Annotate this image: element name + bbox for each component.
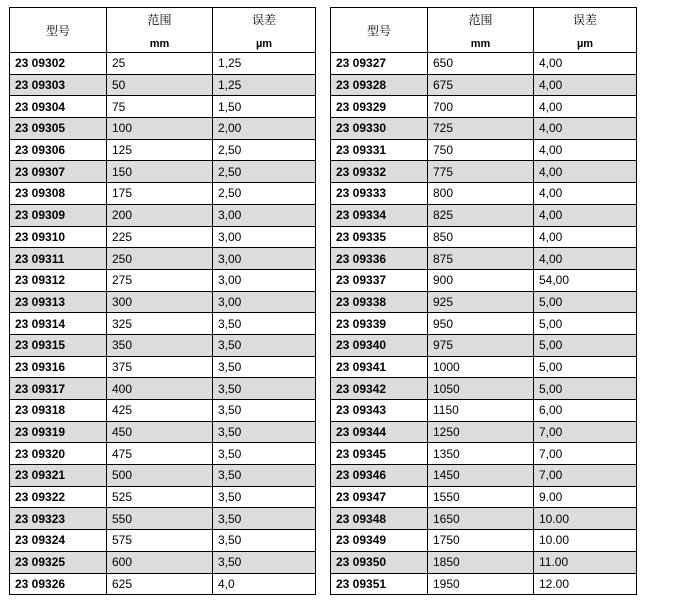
model-cell: 23 09313 [10,291,107,313]
range-cell: 475 [107,443,213,465]
range-cell: 350 [107,334,213,356]
model-cell: 23 09325 [10,551,107,573]
range-cell: 375 [107,356,213,378]
tolerance-cell: 3,50 [213,334,316,356]
range-cell: 850 [428,226,534,248]
model-cell: 23 09328 [331,74,428,96]
table-header-row [331,8,637,53]
header-range-label: 范围 [147,13,172,27]
header-model: 型号 [331,8,428,53]
table-row [331,269,637,291]
model-cell: 23 09319 [10,421,107,443]
model-cell: 23 09314 [10,313,107,335]
range-cell: 400 [107,378,213,400]
table-row [10,96,316,118]
model-cell: 23 09321 [10,465,107,487]
table-row [331,530,637,552]
table-row [331,443,637,465]
tolerance-cell: 7,00 [534,421,637,443]
model-cell: 23 09346 [331,465,428,487]
range-cell: 775 [428,161,534,183]
range-cell: 600 [107,551,213,573]
tolerance-cell: 7,00 [534,465,637,487]
model-cell: 23 09339 [331,313,428,335]
model-cell: 23 09307 [10,161,107,183]
table-row [331,118,637,140]
table-row [331,486,637,508]
header-range-unit: mm [470,38,491,50]
table-row [331,161,637,183]
model-cell: 23 09308 [10,183,107,205]
range-cell: 725 [428,118,534,140]
range-cell: 1650 [428,508,534,530]
range-cell: 125 [107,139,213,161]
tolerance-cell: 54,00 [534,269,637,291]
model-cell: 23 09347 [331,486,428,508]
range-cell: 200 [107,204,213,226]
range-cell: 675 [428,74,534,96]
table-row [331,356,637,378]
range-cell: 575 [107,530,213,552]
tolerance-cell: 1,50 [213,96,316,118]
header-tolerance-unit: µm [255,38,273,50]
range-cell: 750 [428,139,534,161]
tolerance-cell: 3,50 [213,486,316,508]
table-row [10,400,316,422]
tolerance-cell: 3,00 [213,291,316,313]
tolerance-cell: 4,00 [534,139,637,161]
tolerance-cell: 3,00 [213,248,316,270]
model-cell: 23 09327 [331,53,428,75]
table-body-left [10,53,316,595]
range-cell: 950 [428,313,534,335]
range-cell: 525 [107,486,213,508]
range-cell: 875 [428,248,534,270]
model-cell: 23 09320 [10,443,107,465]
model-cell: 23 09336 [331,248,428,270]
tolerance-cell: 3,50 [213,443,316,465]
tolerance-cell: 4,00 [534,74,637,96]
tolerance-cell: 9.00 [534,486,637,508]
table-row [10,356,316,378]
table-row [331,204,637,226]
tolerance-cell: 3,50 [213,356,316,378]
table-row [331,183,637,205]
spec-table-left [9,7,316,595]
table-row [10,573,316,595]
tolerance-cell: 4,00 [534,248,637,270]
header-tolerance-label: 误差 [251,13,276,27]
model-cell: 23 09318 [10,400,107,422]
table-row [331,573,637,595]
header-tolerance-label: 误差 [572,13,597,27]
table-row [331,53,637,75]
model-cell: 23 09335 [331,226,428,248]
table-row [10,508,316,530]
model-cell: 23 09329 [331,96,428,118]
table-row [10,118,316,140]
range-cell: 825 [428,204,534,226]
tolerance-cell: 3,50 [213,465,316,487]
tolerance-cell: 1,25 [213,53,316,75]
model-cell: 23 09324 [10,530,107,552]
spec-table-right [330,7,637,595]
tolerance-cell: 2,50 [213,161,316,183]
range-cell: 1050 [428,378,534,400]
range-cell: 25 [107,53,213,75]
range-cell: 1000 [428,356,534,378]
range-cell: 275 [107,269,213,291]
table-row [10,551,316,573]
range-cell: 50 [107,74,213,96]
table-row [331,226,637,248]
table-row [10,53,316,75]
range-cell: 625 [107,573,213,595]
range-cell: 500 [107,465,213,487]
range-cell: 1450 [428,465,534,487]
tolerance-cell: 10.00 [534,508,637,530]
tolerance-cell: 3,00 [213,226,316,248]
model-cell: 23 09309 [10,204,107,226]
tolerance-cell: 12.00 [534,573,637,595]
range-cell: 300 [107,291,213,313]
tolerance-cell: 11.00 [534,551,637,573]
model-cell: 23 09348 [331,508,428,530]
tolerance-cell: 3,00 [213,204,316,226]
tolerance-cell: 3,50 [213,508,316,530]
tolerance-cell: 3,00 [213,269,316,291]
model-cell: 23 09342 [331,378,428,400]
model-cell: 23 09349 [331,530,428,552]
tolerance-cell: 5,00 [534,334,637,356]
model-cell: 23 09344 [331,421,428,443]
table-row [10,269,316,291]
tolerance-cell: 10.00 [534,530,637,552]
table-row [10,465,316,487]
model-cell: 23 09350 [331,551,428,573]
tolerance-cell: 4,00 [534,118,637,140]
range-cell: 1850 [428,551,534,573]
tolerance-cell: 4,00 [534,96,637,118]
header-tolerance [534,8,637,53]
model-cell: 23 09332 [331,161,428,183]
tolerance-cell: 5,00 [534,291,637,313]
header-tolerance-unit: µm [576,38,594,50]
table-row [331,334,637,356]
table-row [10,421,316,443]
table-row [10,313,316,335]
range-cell: 1150 [428,400,534,422]
table-row [10,161,316,183]
table-row [331,378,637,400]
table-row [10,204,316,226]
range-cell: 550 [107,508,213,530]
model-cell: 23 09334 [331,204,428,226]
range-cell: 325 [107,313,213,335]
table-row [331,421,637,443]
model-cell: 23 09331 [331,139,428,161]
tolerance-cell: 4,0 [213,573,316,595]
table-row [331,74,637,96]
model-cell: 23 09316 [10,356,107,378]
tolerance-cell: 4,00 [534,226,637,248]
model-cell: 23 09322 [10,486,107,508]
table-row [331,291,637,313]
table-row [331,508,637,530]
tolerance-cell: 5,00 [534,356,637,378]
range-cell: 225 [107,226,213,248]
table-row [10,139,316,161]
tolerance-cell: 2,50 [213,183,316,205]
tolerance-cell: 5,00 [534,313,637,335]
range-cell: 975 [428,334,534,356]
table-row [331,139,637,161]
range-cell: 425 [107,400,213,422]
table-row [10,291,316,313]
model-cell: 23 09304 [10,96,107,118]
tolerance-cell: 3,50 [213,313,316,335]
table-row [10,530,316,552]
table-row [331,551,637,573]
tolerance-cell: 2,00 [213,118,316,140]
model-cell: 23 09338 [331,291,428,313]
tolerance-cell: 6,00 [534,400,637,422]
tolerance-cell: 3,50 [213,378,316,400]
range-cell: 925 [428,291,534,313]
model-cell: 23 09317 [10,378,107,400]
table-row [331,248,637,270]
range-cell: 100 [107,118,213,140]
tolerance-cell: 4,00 [534,183,637,205]
model-cell: 23 09302 [10,53,107,75]
range-cell: 175 [107,183,213,205]
header-range-unit: mm [149,38,170,50]
table-row [331,465,637,487]
range-cell: 650 [428,53,534,75]
table-row [331,96,637,118]
tolerance-cell: 3,50 [213,551,316,573]
table-row [331,400,637,422]
header-range [428,8,534,53]
table-row [10,226,316,248]
model-cell: 23 09315 [10,334,107,356]
tolerance-cell: 4,00 [534,161,637,183]
range-cell: 1250 [428,421,534,443]
tolerance-cell: 2,50 [213,139,316,161]
model-cell: 23 09330 [331,118,428,140]
header-tolerance [213,8,316,53]
model-cell: 23 09337 [331,269,428,291]
table-row [10,248,316,270]
model-cell: 23 09310 [10,226,107,248]
model-cell: 23 09306 [10,139,107,161]
tolerance-cell: 3,50 [213,421,316,443]
model-cell: 23 09341 [331,356,428,378]
tolerance-cell: 7,00 [534,443,637,465]
model-cell: 23 09326 [10,573,107,595]
range-cell: 75 [107,96,213,118]
range-cell: 450 [107,421,213,443]
tolerance-cell: 4,00 [534,53,637,75]
tolerance-cell: 1,25 [213,74,316,96]
model-cell: 23 09312 [10,269,107,291]
range-cell: 1550 [428,486,534,508]
table-row [10,378,316,400]
model-cell: 23 09333 [331,183,428,205]
table-row [10,334,316,356]
table-header-row [10,8,316,53]
model-cell: 23 09340 [331,334,428,356]
range-cell: 150 [107,161,213,183]
table-row [10,74,316,96]
tolerance-cell: 4,00 [534,204,637,226]
model-cell: 23 09351 [331,573,428,595]
table-row [10,443,316,465]
range-cell: 700 [428,96,534,118]
header-range [107,8,213,53]
table-row [10,183,316,205]
table-body-right [331,53,637,595]
header-range-label: 范围 [468,13,493,27]
header-model: 型号 [10,8,107,53]
range-cell: 1350 [428,443,534,465]
tolerance-cell: 3,50 [213,400,316,422]
table-row [10,486,316,508]
range-cell: 250 [107,248,213,270]
range-cell: 1950 [428,573,534,595]
range-cell: 1750 [428,530,534,552]
tolerance-cell: 5,00 [534,378,637,400]
table-row [331,313,637,335]
model-cell: 23 09305 [10,118,107,140]
tolerance-cell: 3,50 [213,530,316,552]
range-cell: 800 [428,183,534,205]
range-cell: 900 [428,269,534,291]
model-cell: 23 09323 [10,508,107,530]
model-cell: 23 09343 [331,400,428,422]
model-cell: 23 09303 [10,74,107,96]
model-cell: 23 09345 [331,443,428,465]
model-cell: 23 09311 [10,248,107,270]
